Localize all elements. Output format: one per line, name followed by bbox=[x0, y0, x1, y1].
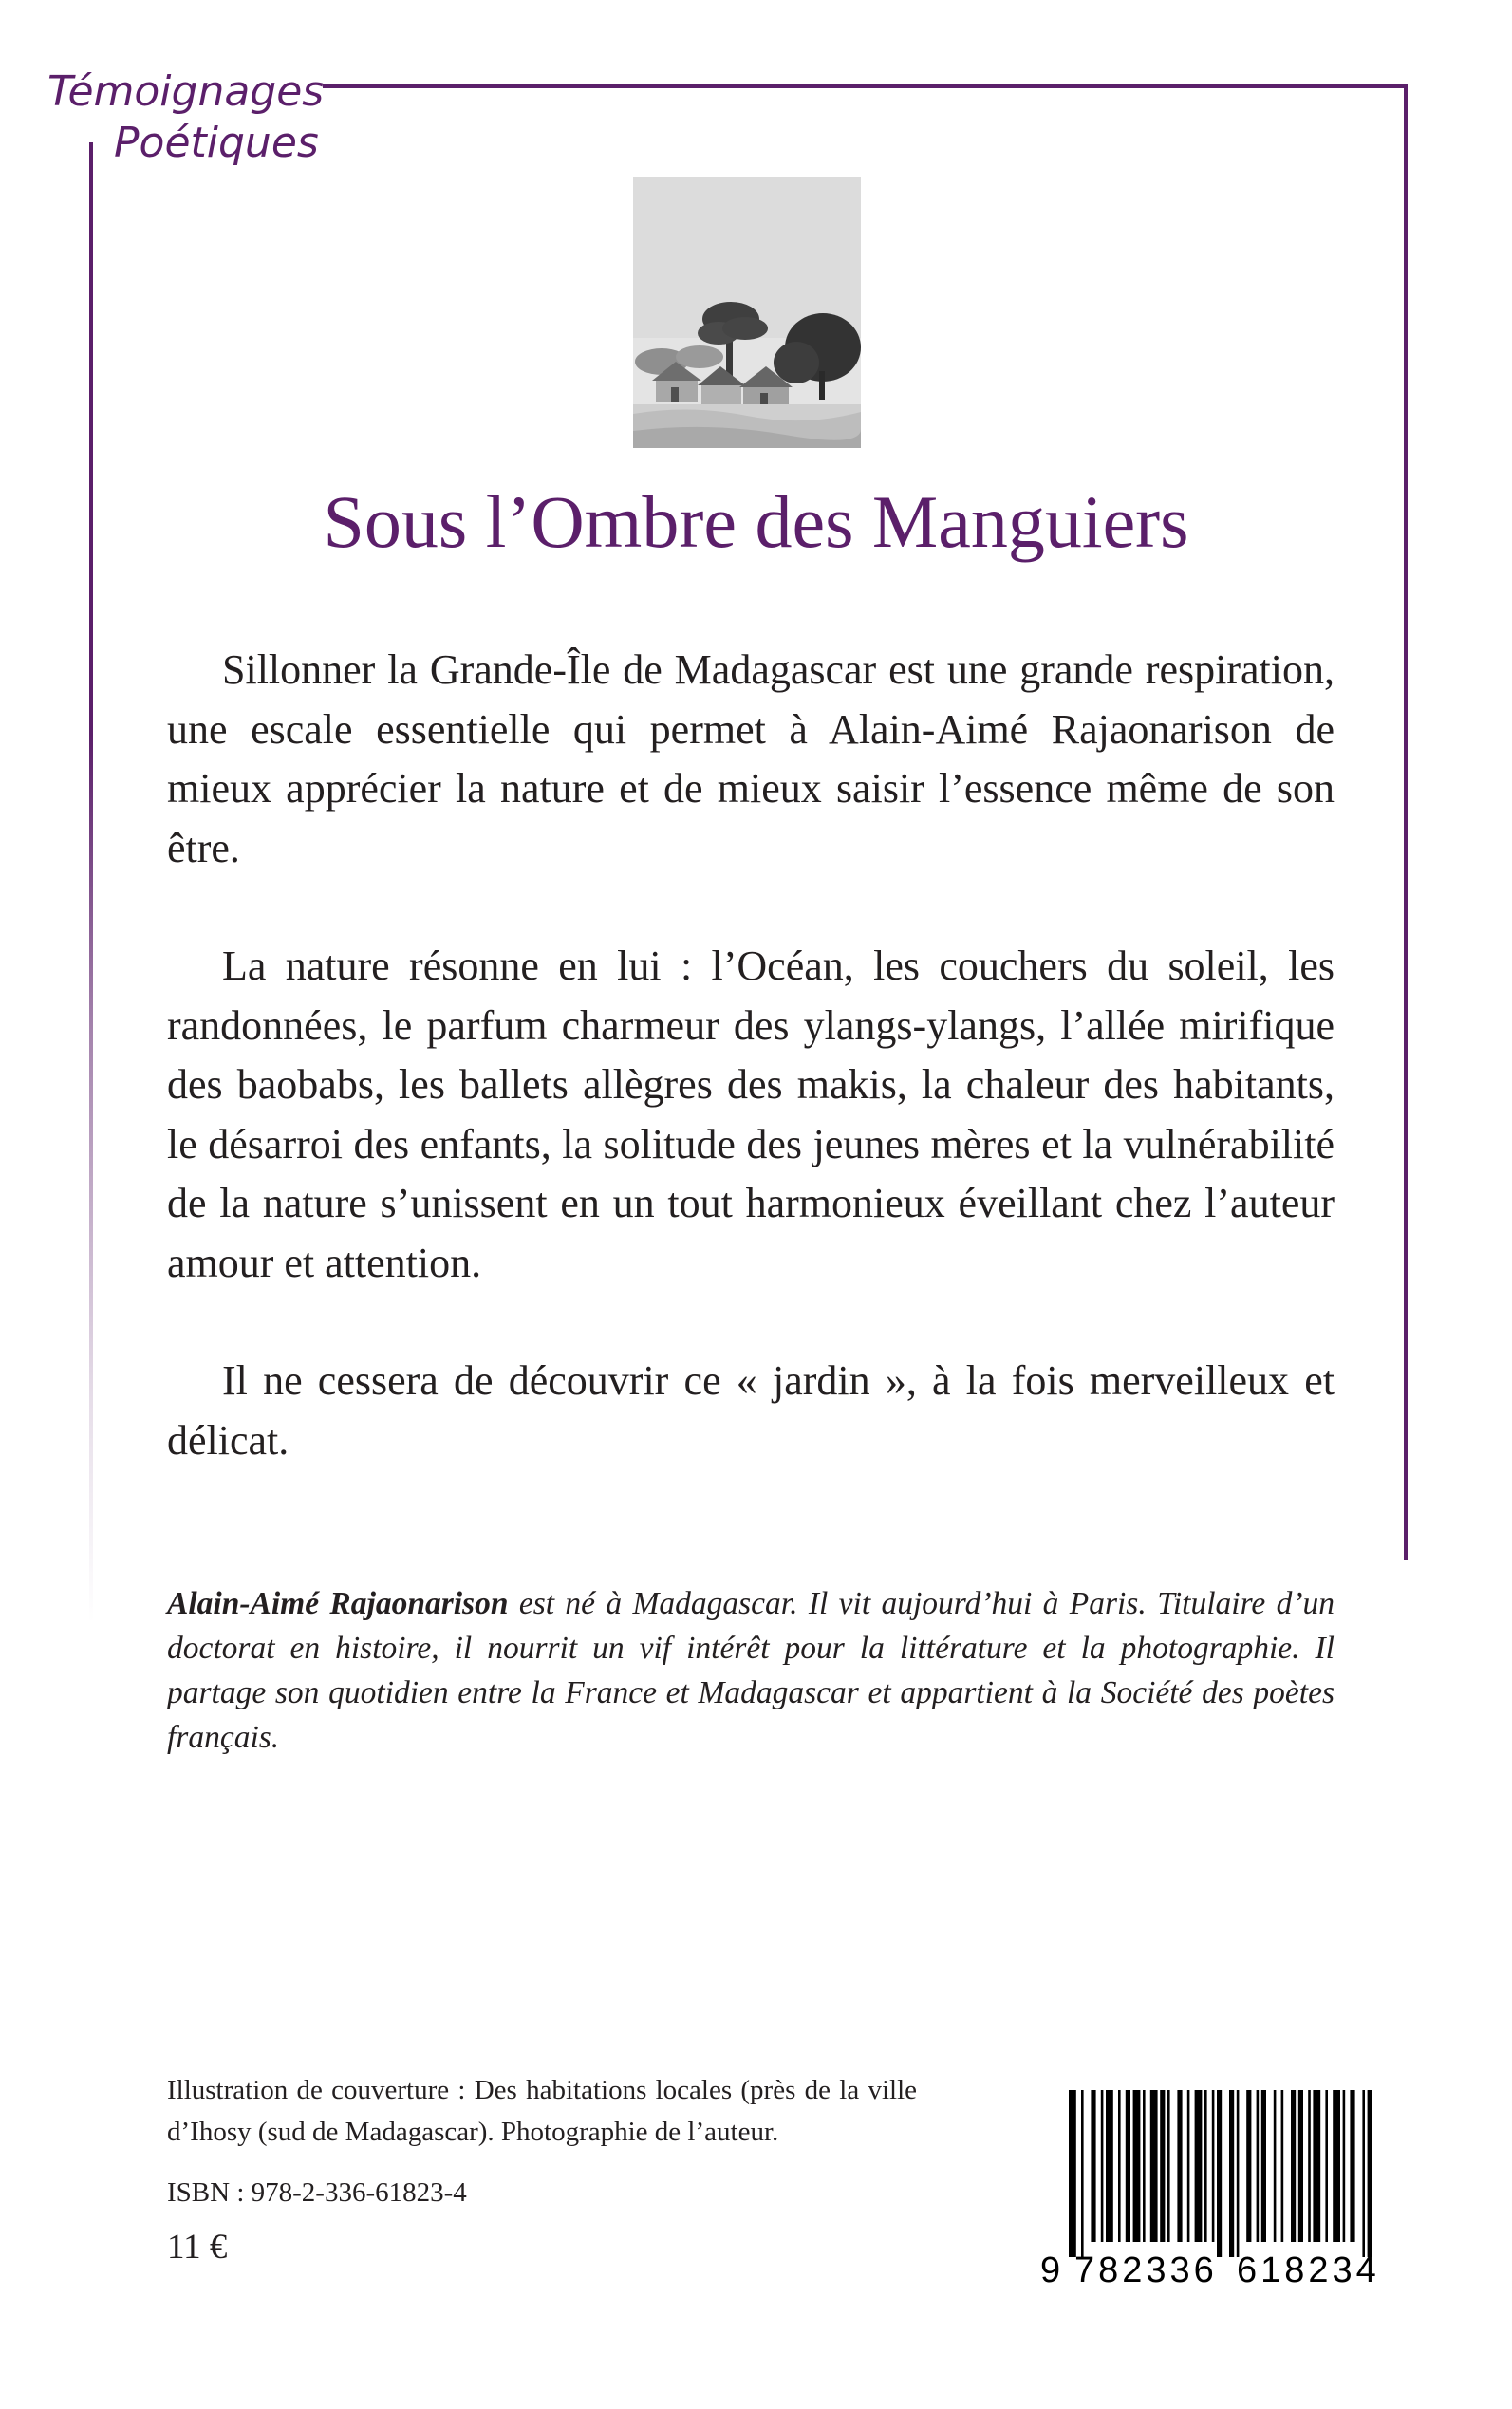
collection-line-1: Témoignages bbox=[47, 67, 325, 116]
author-name: Alain-Aimé Rajaonarison bbox=[167, 1586, 509, 1621]
frame-right-border bbox=[1404, 84, 1408, 1560]
barcode-bar bbox=[1229, 2090, 1234, 2257]
cover-illustration-credit: Illustration de couverture : Des habitations locales (près de la ville d’Ihosy (sud de Madagascar). Photographie de l’auteur. bbox=[167, 2075, 917, 2147]
barcode-bar bbox=[1143, 2090, 1146, 2242]
barcode-bar bbox=[1177, 2090, 1182, 2242]
barcode-bar bbox=[1274, 2090, 1277, 2242]
barcode-bar bbox=[1069, 2090, 1076, 2257]
barcode-bar bbox=[1160, 2090, 1165, 2242]
barcode-bar bbox=[1091, 2090, 1095, 2242]
barcode-bar bbox=[1298, 2090, 1303, 2242]
barcode-bar bbox=[1343, 2090, 1346, 2242]
barcode-bar bbox=[1081, 2090, 1084, 2257]
barcode-bar bbox=[1195, 2090, 1203, 2242]
barcode-bar bbox=[1246, 2090, 1251, 2242]
collection-line-2: Poétiques bbox=[114, 119, 319, 167]
isbn-barcode bbox=[1033, 2090, 1405, 2288]
barcode-bar bbox=[1313, 2090, 1320, 2242]
blurb-paragraph-1: Sillonner la Grande-Île de Madagascar est une grande respiration, une escale essentielle qui permet à Alain-Aimé Rajaonarison de mieux apprécier la nature et de mieux saisir l’essence même de son être. bbox=[167, 646, 1335, 871]
blurb-paragraph-2: La nature résonne en lui : l’Océan, les couchers du soleil, les randonnées, le parfum charmeur des ylangs-ylangs, l’allée mirifique des baobabs, les ballets allègres des makis, la chaleur des habitants, le désarroi des enfants, la solitude des jeunes mères et la vulnérabilité de la nature s’unissent en un tout harmonieux éveillant chez l’auteur amour et attention. bbox=[167, 943, 1335, 1286]
barcode-bar bbox=[1291, 2090, 1296, 2242]
book-title: Sous l’Ombre des Manguiers bbox=[323, 480, 1189, 563]
back-cover-blurb bbox=[167, 641, 1335, 1529]
barcode-bar bbox=[1350, 2090, 1354, 2242]
barcode-bar bbox=[1362, 2090, 1365, 2257]
barcode-bar bbox=[1118, 2090, 1121, 2242]
barcode-digits-right: 618234 bbox=[1237, 2250, 1380, 2288]
barcode-bar bbox=[1106, 2090, 1113, 2242]
barcode-bar bbox=[1187, 2090, 1190, 2242]
barcode-bar bbox=[1167, 2090, 1170, 2242]
author-bio-text: est né à Madagascar. Il vit aujourd’hui à Paris. Titulaire d’un doctorat en histoire, il nourrit un vif intérêt pour la littérature et la photographie. Il partage son quotidien entre la France et Madagascar et appartient à la Société des poètes français. bbox=[167, 1586, 1335, 1755]
frame-left-border bbox=[89, 142, 93, 1623]
barcode-bar bbox=[1333, 2090, 1340, 2242]
barcode-digits-left: 782336 bbox=[1074, 2250, 1218, 2288]
cover-photo bbox=[633, 177, 861, 448]
blurb-paragraph-3: Il ne cessera de découvrir ce « jardin », à la fois merveilleux et délicat. bbox=[167, 1357, 1335, 1464]
frame-top-border bbox=[323, 84, 1408, 88]
barcode-bar bbox=[1325, 2090, 1328, 2242]
barcode-bar bbox=[1126, 2090, 1130, 2242]
barcode-digit-first: 9 bbox=[1040, 2250, 1061, 2288]
barcode-bar bbox=[1257, 2090, 1260, 2242]
price: 11 € bbox=[167, 2228, 228, 2267]
barcode-bar bbox=[1133, 2090, 1141, 2242]
collection-name bbox=[47, 66, 332, 169]
barcode-bar bbox=[1101, 2090, 1104, 2242]
barcode-bar bbox=[1212, 2090, 1215, 2242]
barcode-bar bbox=[1217, 2090, 1222, 2257]
barcode-bar bbox=[1368, 2090, 1372, 2257]
barcode-bar bbox=[1237, 2090, 1240, 2257]
barcode-bar bbox=[1261, 2090, 1266, 2242]
author-bio bbox=[167, 1581, 1335, 1760]
barcode-bar bbox=[1204, 2090, 1207, 2242]
barcode-bar bbox=[1150, 2090, 1158, 2242]
barcode-bar bbox=[1308, 2090, 1311, 2242]
isbn: ISBN : 978-2-336-61823-4 bbox=[167, 2177, 467, 2208]
barcode-bar bbox=[1281, 2090, 1284, 2242]
